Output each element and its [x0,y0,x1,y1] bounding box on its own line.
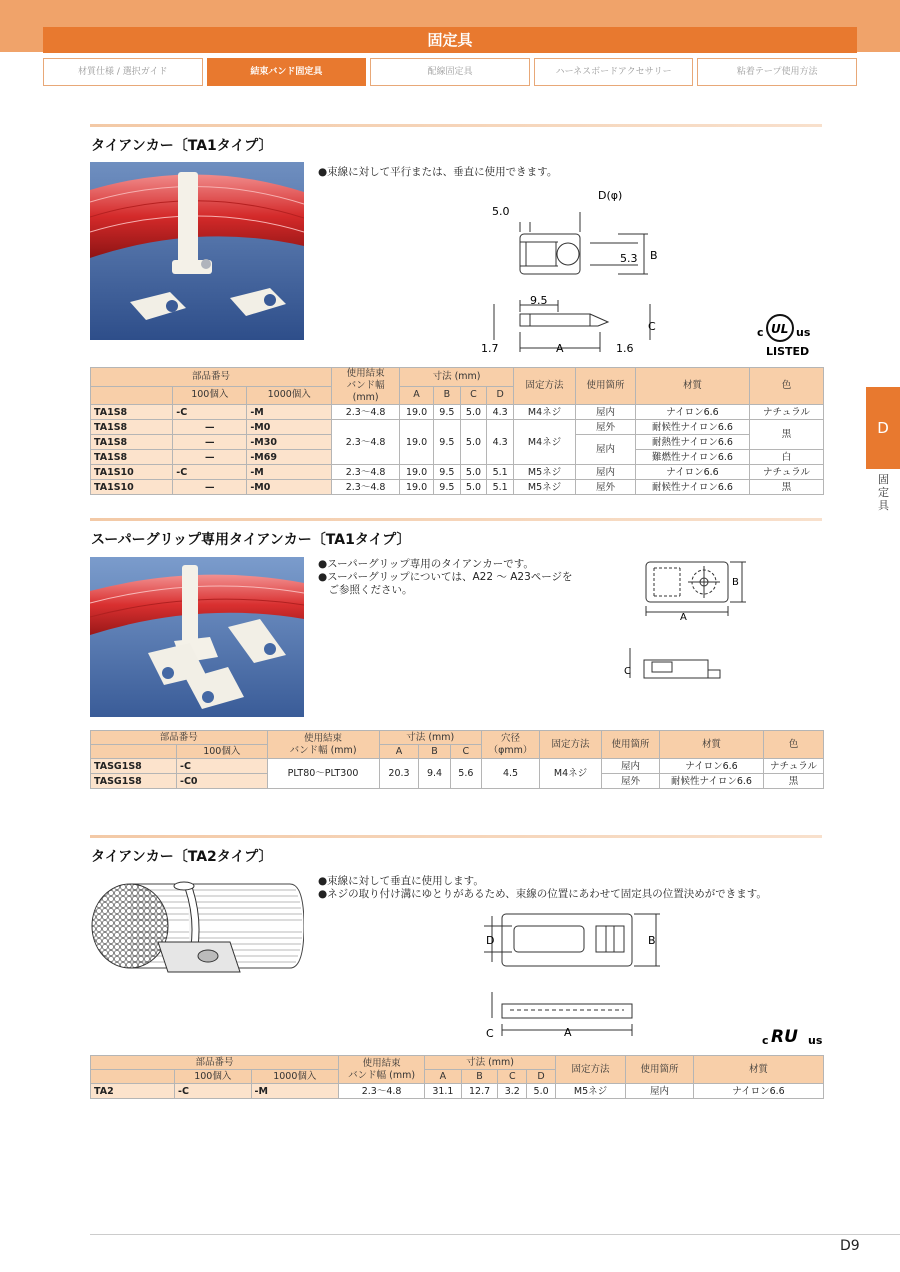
col-header: 1000個入 [251,1070,339,1084]
suffix-1000: -M0 [247,420,332,435]
dim-a: 20.3 [379,759,419,789]
tasg-spec-table [90,730,824,789]
header-line: 穴径 [500,732,520,744]
dim-b: 9.4 [419,759,450,789]
note-line: ●スーパーグリップについては、A22 ～ A23ページを [318,571,573,583]
suffix-100: — [173,435,247,450]
header-line: 使用結束 [304,732,343,744]
col-header: C [450,745,481,759]
fix-method: M5ネジ [556,1084,626,1099]
dim-d: 5.1 [487,465,514,480]
dim-c: 5.0 [460,405,487,420]
suffix-100: — [173,480,247,495]
ul-c-glyph: c [757,326,764,339]
suffix-100: — [173,420,247,435]
band-width: 2.3～4.8 [332,420,400,465]
dim-label: 5.3 [620,252,638,265]
part-number: TA1S8 [91,435,173,450]
dim-d: 5.1 [487,480,514,495]
part-number: TASG1S8 [91,774,177,789]
table-row [91,420,824,435]
suffix-1000: -M [251,1084,339,1099]
dim-c: 5.0 [460,420,487,465]
col-header [91,745,177,759]
col-header: 使用箇所 [602,731,660,759]
col-header: 固定方法 [540,731,602,759]
ta2-dimension-diagram [480,906,670,1046]
note-line: ●束線に対して垂直に使用します。 [318,875,484,887]
section-divider [90,835,822,838]
dim-c: 5.0 [460,480,487,495]
col-header: D [527,1070,556,1084]
tab-harness-board[interactable]: ハーネスボードアクセサリー [534,58,694,86]
material: ナイロン6.6 [694,1084,824,1099]
band-width: 2.3～4.8 [332,480,400,495]
dim-label: B [648,934,656,947]
band-width: 2.3～4.8 [332,465,400,480]
note-line: ●束線に対して平行または、垂直に使用できます。 [318,166,558,178]
color: ナチュラル [750,465,824,480]
dim-b: 9.5 [434,465,461,480]
tasg-product-photo [90,557,304,717]
dim-d: 5.0 [527,1084,556,1099]
part-number: TA1S8 [91,405,173,420]
tab-material-guide[interactable]: 材質仕様 / 選択ガイド [43,58,203,86]
color: ナチュラル [764,759,824,774]
tasg-dimension-diagram [610,552,750,692]
col-header: 使用箇所 [626,1056,694,1084]
category-tabs [43,58,857,86]
ta1-product-photo [90,162,304,340]
tab-wiring-fixtures[interactable]: 配線固定具 [370,58,530,86]
col-header [339,1056,425,1084]
table-row [91,465,824,480]
col-header: C [460,386,487,405]
band-width: 2.3～4.8 [339,1084,425,1099]
header-line: バンド幅 (mm) [348,1069,416,1081]
col-header: 1000個入 [247,386,332,405]
col-header: 固定方法 [556,1056,626,1084]
col-header: A [400,386,434,405]
dim-b: 9.5 [434,420,461,465]
col-header: B [461,1070,498,1084]
section-title-ta2: タイアンカー〔TA2タイプ〕 [91,849,273,865]
material: ナイロン6.6 [636,465,750,480]
part-number: TA1S10 [91,465,173,480]
part-number: TA1S10 [91,480,173,495]
table-row [91,405,824,420]
col-header: 部品番号 [91,368,332,387]
col-header: 材質 [694,1056,824,1084]
col-header: 100個入 [173,386,247,405]
section-title-tasg: スーパーグリップ専用タイアンカー〔TA1タイプ〕 [91,532,411,548]
fix-method: M5ネジ [514,465,576,480]
fix-method: M4ネジ [540,759,602,789]
ta1-spec-table [90,367,824,495]
suffix-1000: -M69 [247,450,332,465]
suffix-100: -C0 [177,774,268,789]
col-header [482,731,540,759]
col-header: C [498,1070,527,1084]
band-width: PLT80～PLT300 [267,759,379,789]
side-index-tab[interactable]: D [866,387,900,469]
header-line: 使用結束 [346,368,385,379]
dim-label: A [556,342,564,355]
dim-label: 1.7 [481,342,499,355]
col-header [91,1070,175,1084]
suffix-100: — [173,450,247,465]
ur-c-glyph: c [762,1034,769,1047]
suffix-1000: -M0 [247,480,332,495]
note-line: ご参照ください。 [318,584,413,596]
tab-adhesive-tape[interactable]: 粘着テープ使用方法 [697,58,857,86]
section-title-ta1: タイアンカー〔TA1タイプ〕 [91,138,273,154]
place: 屋外 [576,480,636,495]
ul-listed-text: LISTED [766,345,810,358]
col-header: 100個入 [175,1070,252,1084]
dim-label: D [486,934,495,947]
ul-recognized-mark [762,1022,824,1048]
dim-b: 9.5 [434,480,461,495]
col-header: 色 [764,731,824,759]
ta2-notes [318,875,767,901]
dim-label: D(φ) [598,189,623,202]
suffix-100: -C [173,405,247,420]
material: ナイロン6.6 [660,759,764,774]
page-title: 固定具 [43,27,857,53]
col-header: 使用箇所 [576,368,636,405]
place: 屋内 [576,435,636,465]
dim-a: 19.0 [400,480,434,495]
ta2-spec-table [90,1055,824,1099]
part-number: TA1S8 [91,420,173,435]
footer-rule [90,1234,900,1235]
color: 黒 [750,480,824,495]
col-header: 材質 [636,368,750,405]
header-line: バンド幅 (mm) [289,744,357,756]
color: 白 [750,450,824,465]
col-header: 寸法 (mm) [379,731,481,745]
suffix-1000: -M30 [247,435,332,450]
col-header: 部品番号 [91,731,268,745]
dim-label: B [732,577,739,588]
place: 屋外 [576,420,636,435]
dim-a: 19.0 [400,405,434,420]
col-header: 部品番号 [91,1056,339,1070]
col-header [332,368,400,405]
material: 耐候性ナイロン6.6 [660,774,764,789]
color: 黒 [764,774,824,789]
place: 屋外 [602,774,660,789]
table-row [91,759,824,774]
ur-logo-text: RU [771,1027,798,1047]
note-line: ●スーパーグリップ専用のタイアンカーです。 [318,558,534,570]
suffix-100: -C [173,465,247,480]
col-header: 材質 [660,731,764,759]
dim-d: 4.3 [487,420,514,465]
header-line: （φmm） [488,744,533,756]
ta2-illustration [90,872,304,992]
page-number: D9 [840,1238,860,1254]
header-line: 使用結束 [362,1057,401,1069]
dim-label: C [624,666,631,677]
dim-label: A [680,612,687,623]
ta1-notes [318,166,557,179]
dim-c: 3.2 [498,1084,527,1099]
tab-tie-mounts[interactable]: 結束バンド固定具 [207,58,367,86]
place: 屋内 [626,1084,694,1099]
material: 難燃性ナイロン6.6 [636,450,750,465]
col-header: B [434,386,461,405]
place: 屋内 [602,759,660,774]
col-header: B [419,745,450,759]
dim-label: 9.5 [530,294,548,307]
col-header: A [425,1070,462,1084]
material: ナイロン6.6 [636,405,750,420]
dim-c: 5.0 [460,465,487,480]
material: 耐候性ナイロン6.6 [636,480,750,495]
suffix-1000: -M [247,405,332,420]
dim-a: 19.0 [400,465,434,480]
ur-us-glyph: us [808,1034,823,1047]
col-header [91,386,173,405]
tasg-notes [318,558,573,597]
suffix-1000: -M [247,465,332,480]
hole-diameter: 4.5 [482,759,540,789]
band-width: 2.3～4.8 [332,405,400,420]
ul-us-glyph: us [796,326,811,339]
col-header: 寸法 (mm) [400,368,514,387]
table-row [91,480,824,495]
color: 黒 [750,420,824,450]
fix-method: M4ネジ [514,420,576,465]
dim-c: 5.6 [450,759,481,789]
dim-label: A [564,1026,572,1039]
part-number: TA2 [91,1084,175,1099]
place: 屋内 [576,405,636,420]
col-header [267,731,379,759]
header-line: バンド幅 (mm) [346,380,385,403]
dim-a: 19.0 [400,420,434,465]
col-header: 色 [750,368,824,405]
dim-label: 1.6 [616,342,634,355]
dim-b: 9.5 [434,405,461,420]
part-number: TA1S8 [91,450,173,465]
color: ナチュラル [750,405,824,420]
section-divider [90,124,822,127]
dim-label: C [648,320,656,333]
col-header: 固定方法 [514,368,576,405]
fix-method: M5ネジ [514,480,576,495]
side-index-label: 固定具 [878,473,889,512]
col-header: A [379,745,419,759]
dim-b: 12.7 [461,1084,498,1099]
fix-method: M4ネジ [514,405,576,420]
ul-listed-mark [754,306,824,358]
table-row [91,1084,824,1099]
dim-d: 4.3 [487,405,514,420]
dim-label: C [486,1027,494,1040]
suffix-100: -C [175,1084,252,1099]
part-number: TASG1S8 [91,759,177,774]
material: 耐熱性ナイロン6.6 [636,435,750,450]
dim-label: 5.0 [492,205,510,218]
dim-label: B [650,249,658,262]
ta1-dimension-diagram [470,182,670,357]
note-line: ●ネジの取り付け溝にゆとりがあるため、束線の位置にあわせて固定具の位置決めができます。 [318,888,767,900]
place: 屋内 [576,465,636,480]
dim-a: 31.1 [425,1084,462,1099]
section-divider [90,518,822,521]
col-header: D [487,386,514,405]
material: 耐候性ナイロン6.6 [636,420,750,435]
ul-logo-text: UL [771,322,789,336]
suffix-100: -C [177,759,268,774]
col-header: 寸法 (mm) [425,1056,556,1070]
col-header: 100個入 [177,745,268,759]
